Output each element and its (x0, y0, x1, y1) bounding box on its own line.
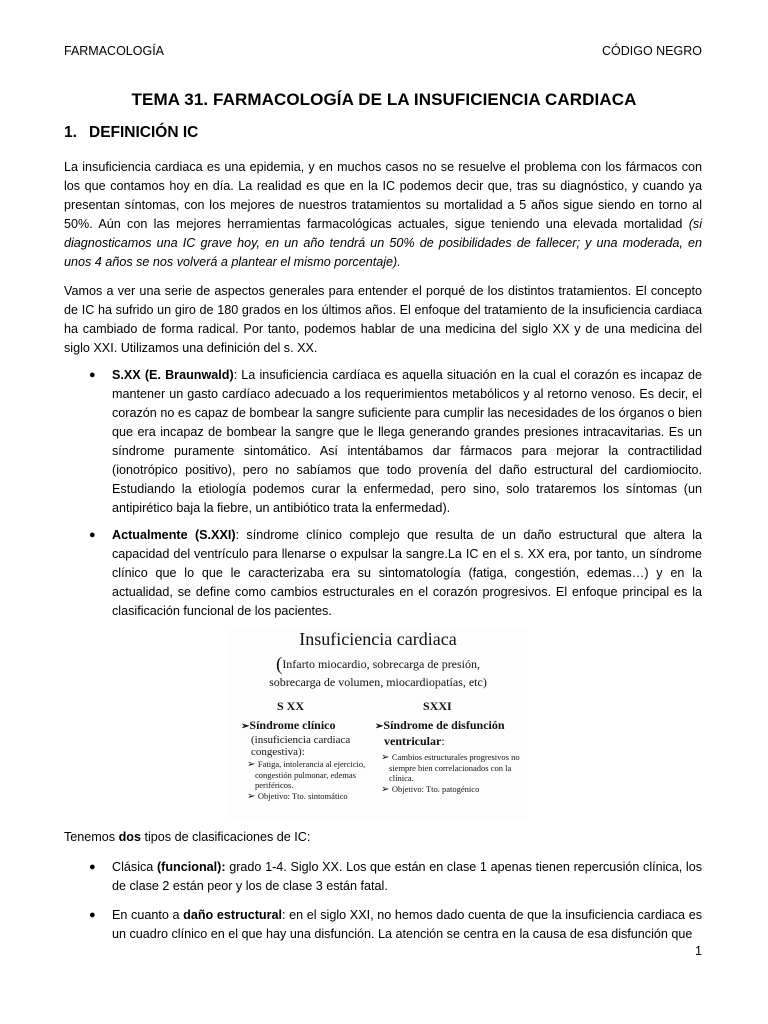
figure-column-sxxi (375, 699, 529, 795)
bullet-sxxi-bold: Actualmente (S.XXI) (112, 528, 236, 542)
figure-column-head: SXXI (423, 699, 452, 713)
bullet-sxx-text: : La insuficiencia cardíaca es aquella situación en la cual el corazón es incapaz de mantener un gasto cardíaco adecuado a los requerimientos metabólicos y al retorno venoso. Es decir, el corazón no es capaz de bombear la sangre suficiente para cumplir las necesidades de los órganos o bien que era incapaz de bombear la sangre que le llega generando grandes presiones intracavitarias. Es un síndrome puramente sintomático. Así intentábamos dar fármacos para mejorar la contractilidad (ionotrópico positivo), pero no sabíamos que todo provenía del daño estructural del cardiomiocito. Estudiando la etiología podemos curar la enfermedad, pero sino, solo trataremos los síntomas (un antipirético baja la fiebre, un antibiótico trata la enfermedad). (112, 368, 702, 515)
figure-column-sxx (241, 699, 391, 802)
paragraph-classifications: Tenemos dos tipos de clasificaciones de IC: (64, 830, 311, 844)
arrow-bullet-icon: ➢ (375, 721, 384, 732)
page-number: 1 (695, 944, 702, 958)
figure-title: Insuficiencia cardiaca (299, 629, 457, 649)
section-label: DEFINICIÓN IC (89, 124, 199, 141)
bullet-dot: ● (89, 369, 96, 381)
insuficiencia-cardiaca-figure (227, 628, 529, 821)
arrow-bullet-icon: ➢ (381, 784, 392, 795)
header-left: FARMACOLOGÍA (64, 44, 165, 58)
section-number: 1. (64, 124, 77, 141)
paragraph-classifications-bold: dos (118, 830, 141, 844)
bullet-clasica-text: grado 1-4. Siglo XX. Los que están en clase 1 apenas tienen repercusión clínica, los de clase 2 están peor y los de clase 3 están fatal. (112, 860, 702, 893)
bullet-dano-text: : en el siglo XXI, no hemos dado cuenta de que la insuficiencia cardiaca es un cuadro clínico en el que hay una disfunción. La atención se centra en la causa de esa disfunción que (112, 908, 703, 941)
header-right: CÓDIGO NEGRO (601, 44, 702, 58)
figure-subtitle-line1: Infarto miocardio, sobrecarga de presión, (282, 657, 481, 671)
figure-leaf: ➢ Objetivo: Tto. patogénico (381, 784, 480, 795)
bullet-dano-estructural: ● En cuanto a daño estructural: en el siglo XXI, no hemos dado cuenta de que la insuficiencia cardiaca es un cuadro clínico en el que hay una disfunción. La atención se centra en la causa de esa disfunción que (89, 908, 703, 941)
bullet-clasica-bold: (funcional): (156, 860, 226, 874)
bullet-dot: ● (89, 861, 96, 873)
arrow-bullet-icon: ➢ (241, 721, 250, 732)
figure-item: ➢Síndrome de disfunción (375, 718, 505, 732)
bullet-sxx-bold: S.XX (E. Braunwald) (112, 368, 234, 382)
running-header (64, 44, 702, 58)
bullet-sxxi (89, 526, 702, 621)
document-title: TEMA 31. FARMACOLOGÍA DE LA INSUFICIENCIA CARDIACA (131, 90, 637, 109)
figure-subitem: (insuficiencia cardiaca (251, 734, 351, 746)
paragraph-context: Vamos a ver una serie de aspectos generales para entender el porqué de los distintos tratamientos. El concepto de IC ha sufrido un giro de 180 grados en los últimos años. El enfoque del tratamiento de la insuficiencia cardiaca ha cambiado de forma radical. Por tanto, podemos hablar de una medicina del siglo XX y de una medicina del siglo XXI. Utilizamos una definición del s. XX. (64, 284, 702, 355)
paragraph-intro (64, 158, 702, 272)
section-heading (64, 124, 198, 142)
bullet-clasica: ● Clásica (funcional): grado 1-4. Siglo XX. Los que están en clase 1 apenas tienen repercusión clínica, los de clase 2 están peor y los de clase 3 están fatal. (89, 860, 702, 893)
bullet-dot: ● (89, 909, 96, 921)
figure-subtitle-paren: ( (275, 654, 283, 675)
paragraph-intro-italic: (si diagnosticamos una IC grave hoy, en un año tendrá un 50% de posibilidades de fallecer; y una moderada, en unos 4 años se nos volverá a plantear el mismo porcentaje). (64, 217, 702, 269)
figure-column-head: S XX (277, 699, 305, 713)
figure-subitem: congestiva): (251, 746, 305, 758)
figure-item-cont: ventricular: (384, 734, 445, 748)
figure-item: ➢Síndrome clínico (241, 718, 336, 732)
bullet-sxx (89, 366, 702, 518)
figure-subtitle (227, 655, 529, 691)
figure-leaf: ➢ Objetivo: Tto. sintomático (247, 791, 348, 802)
arrow-bullet-icon: ➢ (381, 752, 392, 763)
figure-leaf: ➢ Fatiga, intolerancia al ejercicio, congestión pulmonar, edemas periféricos. (247, 759, 366, 790)
bullet-dano-bold: daño estructural (183, 908, 282, 922)
bullet-sxxi-text: : síndrome clínico complejo que resulta de un daño estructural que altera la capacidad del ventrículo para llenarse o expulsar la sangre.La IC en el s. XX era, por tanto, un síndrome clínico que lo que le caracterizaba era su sintomatología (fatiga, congestión, edemas…) y en la actualidad, se define como cambios estructurales en el corazón progresivos. El enfoque principal es la clasificación funcional de los pacientes. (112, 528, 702, 618)
arrow-bullet-icon: ➢ (247, 759, 258, 770)
arrow-bullet-icon: ➢ (247, 791, 258, 802)
bullet-dot: ● (89, 529, 96, 541)
figure-subtitle-line2: sobrecarga de volumen, miocardiopatías, etc) (269, 675, 487, 689)
paragraph-intro-text: La insuficiencia cardiaca es una epidemia, y en muchos casos no se resuelve el problema con los fármacos con los que contamos hoy en día. La realidad es que en la IC podemos decir que, tras su diagnóstico, y cuando ya presentan síntomas, con los mejores de nuestros tratamientos su mortalidad a 5 años sigue siendo en torno al 50%. Aún con las mejores herramientas farmacológicas actuales, sigue teniendo una elevada mortalidad (64, 160, 702, 231)
figure-leaf: ➢ Cambios estructurales progresivos no siempre bien correlacionados con la clínica. (381, 752, 520, 783)
